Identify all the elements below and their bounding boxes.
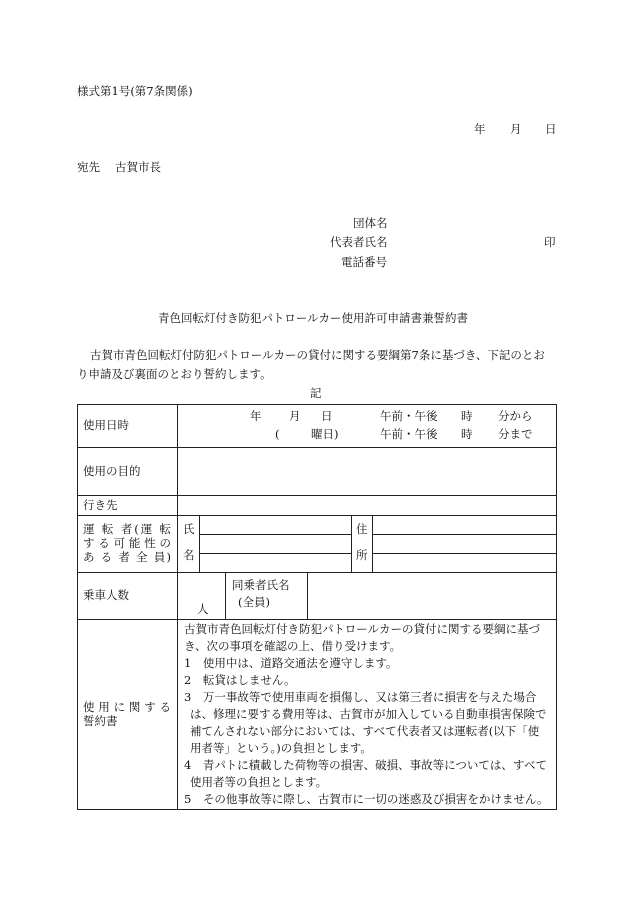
address-char-1: 住 [356,522,368,536]
pledge-label [78,620,178,810]
passengers-cell [178,573,557,620]
passenger-unit: 人 [197,602,209,616]
addressee-label: 宛先 [77,160,100,174]
purpose-field[interactable] [178,448,557,496]
driver-address-field-2[interactable] [373,535,556,553]
from-ampm: 午前・午後 [380,409,438,423]
destination-field[interactable] [178,496,557,516]
address-char-2: 所 [356,548,368,562]
row-driver [78,516,557,573]
pledge-line-1: 古賀市青色回転灯付き防犯パトロールカーの貸付に関する要綱に基づ [184,622,541,636]
from-minute-text: 分から [498,409,533,423]
usage-datetime-label: 使用日時 [78,405,178,448]
passenger-count-divider [225,573,226,619]
seal-mark: 印 [544,235,556,249]
driver-label-line-1: 運 転 者(運 転 [83,522,171,537]
pledge-text-cell [178,620,557,810]
driver-cell [178,516,557,573]
row-passengers [78,573,557,620]
companion-label-line-2: (全員) [238,595,270,609]
driver-address-field-1[interactable] [373,516,556,534]
intro-line-2: り申請及び裏面のとおり誓約します。 [77,367,272,381]
usage-weekday: 曜日) [311,427,339,441]
row-destination [78,496,557,516]
name-char-2: 名 [183,548,195,562]
driver-address-field-3[interactable] [373,554,556,572]
driver-label-line-3: あ る 者 全 員) [83,549,171,564]
pledge-item-4-line-1: 4 青パトに積載した荷物等の損害、破損、事故等については、すべて [184,758,548,772]
usage-paren-open: ( [275,427,280,441]
pledge-item-3-line-2: は、修理に要する費用等は、古賀市が加入している自動車損害保険で [190,707,547,721]
row-pledge [78,620,557,810]
ki-heading: 記 [310,386,322,400]
driver-name-field-2[interactable] [200,535,350,553]
pledge-item-4-line-2: 使用者等の負担とします。 [190,775,328,789]
date-month-char: 月 [510,122,522,136]
usage-month-char: 月 [289,409,301,423]
pledge-item-2: 2 転貸はしません。 [184,673,296,687]
pledge-item-5: 5 その他事故等に際し、古賀市に一切の迷惑及び損害をかけません。 [184,792,549,806]
phone-label: 電話番号 [341,255,387,269]
destination-label: 行き先 [78,496,178,516]
companion-names-field[interactable] [308,573,556,619]
passenger-count-label: 乗車人数 [78,573,178,620]
pledge-item-3-line-3: 補てんされない部分においては、すべて代表者又は運転者(以下「使 [190,724,540,738]
date-year-char: 年 [474,122,486,136]
name-char-1: 氏 [183,522,195,536]
pledge-item-1: 1 使用中は、道路交通法を遵守します。 [184,656,398,670]
row-purpose [78,448,557,496]
to-minute-text: 分まで [498,427,533,441]
driver-label [78,516,178,573]
to-ampm: 午前・午後 [380,427,438,441]
representative-label: 代表者氏名 [330,235,388,249]
application-table [77,404,557,810]
pledge-item-3-line-4: 用者等」という。)の負担とします。 [190,741,372,755]
usage-day-char: 日 [321,409,333,423]
purpose-label: 使用の目的 [78,448,178,496]
form-number: 様式第1号(第7条関係) [77,84,193,98]
pledge-item-3-line-1: 3 万一事故等で使用車両を損傷し、又は第三者に損害を与えた場合 [184,690,537,704]
driver-address-left-divider [351,516,352,572]
driver-name-field-3[interactable] [200,554,350,572]
row-usage-datetime [78,405,557,448]
driver-name-field-1[interactable] [200,516,350,534]
addressee-name: 古賀市長 [115,160,161,174]
pledge-label-line-2: 誓約書 [83,713,118,728]
usage-datetime-cell[interactable] [178,405,557,448]
pledge-line-2: き、次の事項を確認の上、借り受けます。 [184,639,402,653]
driver-label-line-2: す る 可 能 性 の [83,536,171,551]
intro-line-1: 古賀市青色回転灯付防犯パトロールカーの貸付に関する要綱第7条に基づき、下記のとお [90,348,545,362]
date-day-char: 日 [545,122,557,136]
form-title: 青色回転灯付き防犯パトロールカー使用許可申請書兼誓約書 [158,311,469,325]
to-hour-char: 時 [461,427,473,441]
companion-label-line-1: 同乗者氏名 [232,578,290,592]
from-hour-char: 時 [461,409,473,423]
pledge-label-line-1: 使 用 に 関 す る [83,699,171,714]
usage-year-char: 年 [250,409,262,423]
group-name-label: 団体名 [353,216,388,230]
